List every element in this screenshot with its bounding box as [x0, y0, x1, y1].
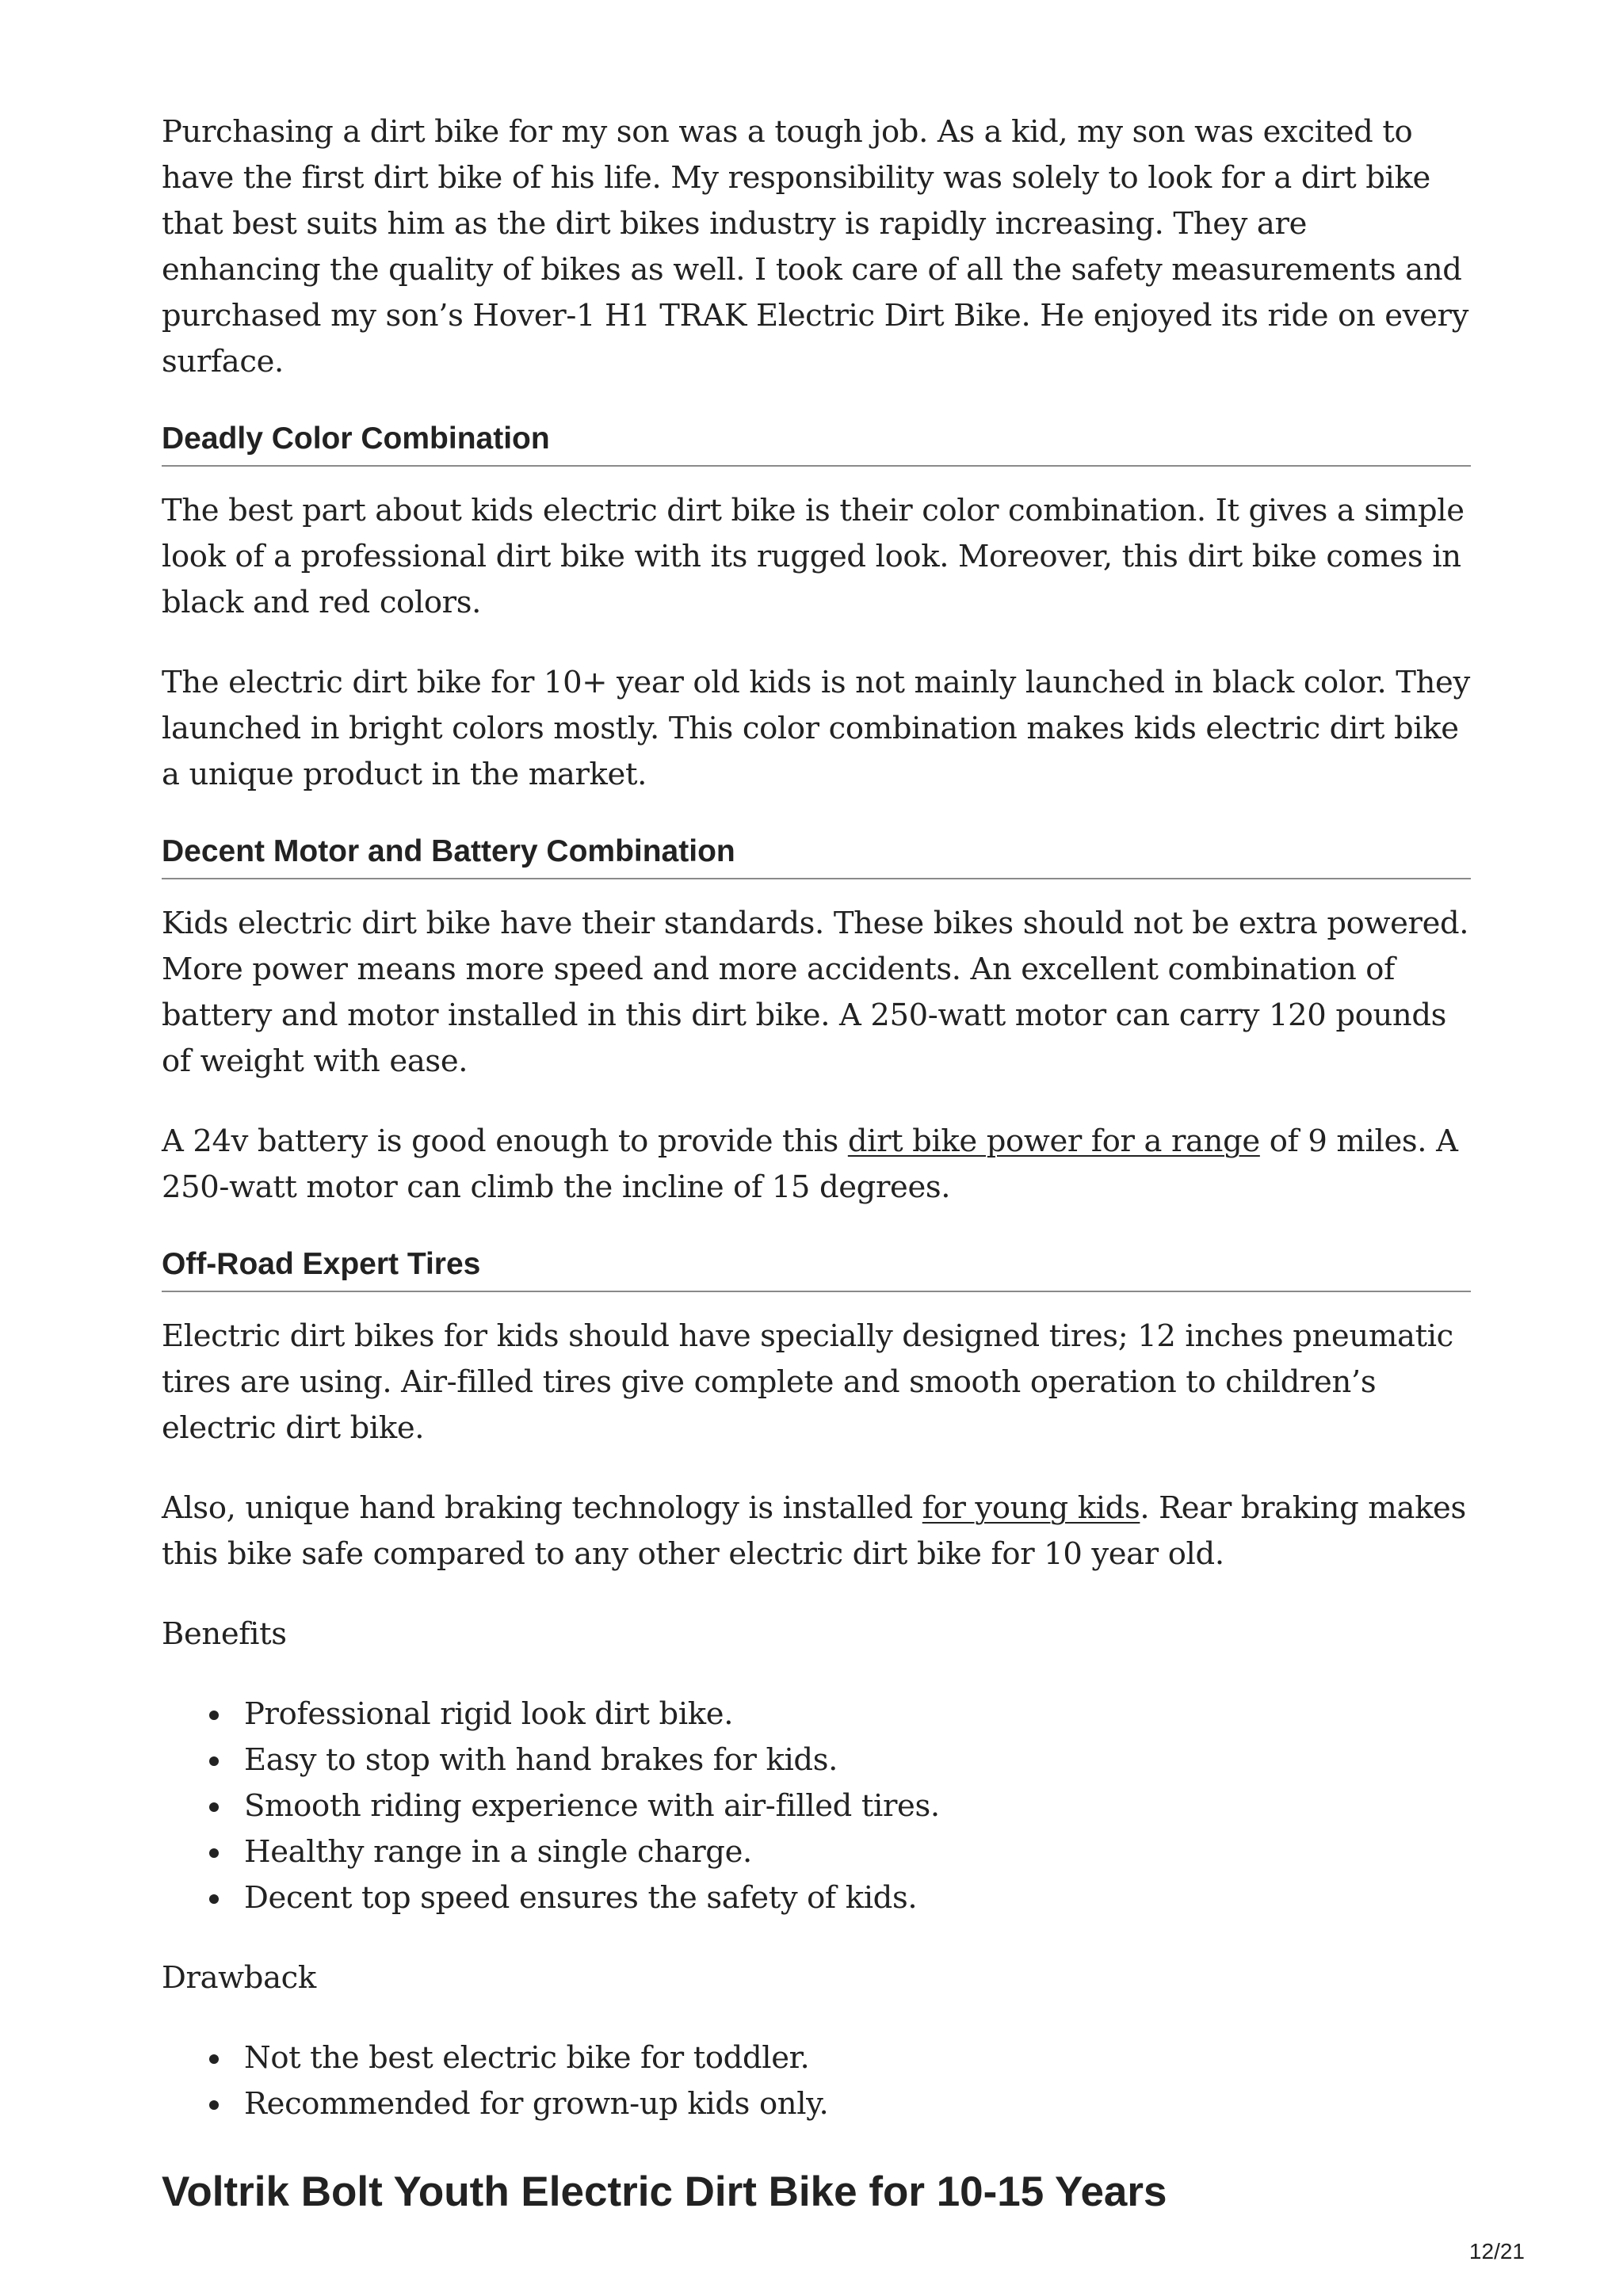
drawback-label: Drawback	[162, 1960, 316, 1996]
tires-paragraph-2-text-before: Also, unique hand braking technology is installed	[162, 1490, 922, 1526]
benefits-list	[162, 1691, 1471, 1921]
motor-paragraph-2-text-after: of 9 miles. A 250-watt motor can climb the incline of 15 degrees.	[162, 1123, 1458, 1205]
list-item-text: Recommended for grown-up kids only.	[244, 2086, 829, 2122]
article-content	[162, 109, 1471, 2218]
section-heading-tires: Off-Road Expert Tires	[162, 1245, 1471, 1292]
list-item	[162, 2035, 1471, 2081]
drawback-list	[162, 2035, 1471, 2127]
bullet-icon	[209, 1848, 219, 1858]
tires-paragraph-1: Electric dirt bikes for kids should have specially designed tires; 12 inches pneumatic tires are using. Air-filled tires give complete and smooth operation to children’s electric dirt bike.	[162, 1318, 1453, 1446]
list-item	[162, 1691, 1471, 1737]
list-item	[162, 1829, 1471, 1875]
list-item	[162, 1875, 1471, 1921]
for-young-kids-link[interactable]: for young kids	[922, 1490, 1140, 1526]
page-number: 12/21	[1468, 2239, 1525, 2264]
color-paragraph-1: The best part about kids electric dirt bike is their color combination. It gives a simple look of a professional dirt bike with its rugged look. Moreover, this dirt bike comes in black and red colors.	[162, 493, 1465, 620]
list-item-text: Not the best electric bike for toddler.	[244, 2040, 810, 2076]
section-heading-color: Deadly Color Combination	[162, 419, 1471, 467]
list-item	[162, 1783, 1471, 1829]
motor-paragraph-1: Kids electric dirt bike have their standards. These bikes should not be extra powered. More power means more speed and more accidents. An excellent combination of battery and motor installed in this dirt bike. A 250-watt motor can carry 120 pounds of weight with ease.	[162, 906, 1469, 1079]
motor-paragraph-2-text-before: A 24v battery is good enough to provide this	[162, 1123, 848, 1159]
color-paragraph-2: The electric dirt bike for 10+ year old kids is not mainly launched in black color. They launched in bright colors mostly. This color combination makes kids electric dirt bike a unique product in the market.	[162, 665, 1470, 792]
bullet-icon	[209, 2054, 219, 2064]
list-item-text: Smooth riding experience with air-filled tires.	[244, 1788, 940, 1824]
list-item-text: Easy to stop with hand brakes for kids.	[244, 1742, 838, 1778]
dirt-bike-power-link[interactable]: dirt bike power for a range	[847, 1123, 1260, 1159]
benefits-label: Benefits	[162, 1616, 287, 1652]
intro-paragraph: Purchasing a dirt bike for my son was a tough job. As a kid, my son was excited to have the first dirt bike of his life. My responsibility was solely to look for a dirt bike that best suits him as the dirt bikes industry is rapidly increasing. They are enhancing the quality of bikes as well. I took care of all the safety measurements and purchased my son’s Hover-1 H1 TRAK Electric Dirt Bike. He enjoyed its ride on every surface.	[162, 114, 1469, 379]
next-product-heading: Voltrik Bolt Youth Electric Dirt Bike for 10-15 Years	[162, 2168, 1167, 2215]
list-item-text: Healthy range in a single charge.	[244, 1834, 752, 1870]
bullet-icon	[209, 2100, 219, 2110]
tires-paragraph-2-text-after: . Rear braking makes this bike safe compared to any other electric dirt bike for 10 year old.	[162, 1490, 1466, 1572]
bullet-icon	[209, 1756, 219, 1766]
bullet-icon	[209, 1711, 219, 1720]
bullet-icon	[209, 1894, 219, 1904]
tires-paragraph-2	[162, 1486, 1471, 1577]
list-item-text: Professional rigid look dirt bike.	[244, 1696, 734, 1732]
list-item	[162, 2081, 1471, 2127]
bullet-icon	[209, 1802, 219, 1812]
list-item	[162, 1737, 1471, 1783]
list-item-text: Decent top speed ensures the safety of kids.	[244, 1880, 918, 1916]
section-heading-motor: Decent Motor and Battery Combination	[162, 832, 1471, 879]
motor-paragraph-2	[162, 1119, 1471, 1211]
